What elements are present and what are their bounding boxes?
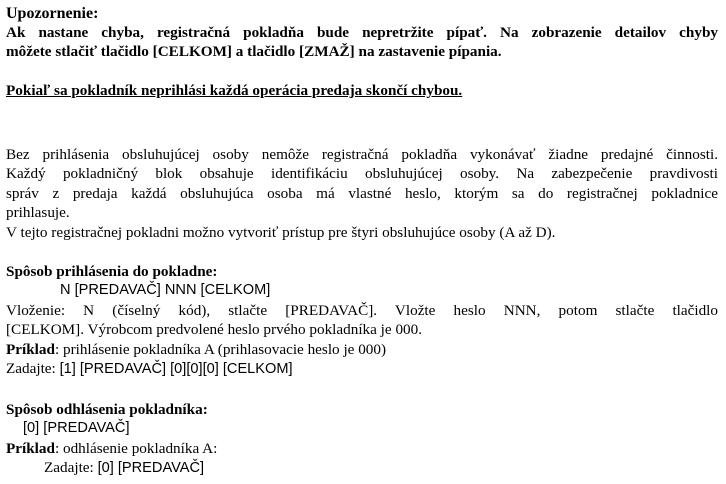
login-syntax: N [PREDAVAČ] NNN [CELKOM] bbox=[60, 282, 271, 298]
intro-line-1: Bez prihlásenia obsluhujúcej osoby nemôže registračná pokladňa vykonávať žiadne predajné činnosti. bbox=[6, 146, 718, 163]
intro-line-3: správ z predaja každá obsluhujúca osoba má vlastné heslo, ktorým sa do registračnej pokladnice bbox=[6, 185, 718, 202]
login-input-line-1 bbox=[6, 301, 718, 320]
warning-text-line-2: môžete stlačiť tlačidlo [CELKOM] a tlačidlo [ZMAŽ] na zastavenie pípania. bbox=[6, 43, 502, 60]
warning-note: Pokiaľ sa pokladník neprihlási každá operácia predaja skončí chybou. bbox=[6, 82, 463, 99]
logout-example-label: Príklad bbox=[6, 440, 55, 457]
login-heading: Spôsob prihlásenia do pokladne: bbox=[6, 263, 218, 280]
logout-enter-keys: [0] [PREDAVAČ] bbox=[97, 460, 205, 476]
login-example bbox=[6, 340, 386, 359]
intro-line-2: Každý pokladničný blok obsahuje identifikáciu obsluhujúcej osoby. Na zabezpečenie pravdivosti bbox=[6, 165, 718, 182]
logout-syntax: [0] [PREDAVAČ] bbox=[23, 420, 130, 436]
warning-title: Upozornenie: bbox=[6, 5, 99, 22]
login-example-text: : prihlásenie pokladníka A (prihlasovacie heslo je 000) bbox=[54, 341, 387, 358]
warning-text-line-1: Ak nastane chyba, registračná pokladňa bude nepretržite pípať. Na zobrazenie detailov chyby bbox=[6, 24, 718, 41]
login-input-label: Vloženie bbox=[6, 302, 61, 319]
login-enter-keys: [1] [PREDAVAČ] [0][0][0] [CELKOM] bbox=[59, 361, 293, 377]
login-example-label: Príklad bbox=[6, 341, 55, 358]
login-input-line-2: [CELKOM]. Výrobcom predvolené heslo prvého pokladníka je 000. bbox=[6, 321, 423, 338]
logout-enter bbox=[44, 458, 204, 478]
intro-line-5: V tejto registračnej pokladni možno vytvoriť prístup pre štyri obsluhujúce osoby (A až D). bbox=[6, 224, 556, 241]
login-input-text: : N (číselný kód), stlačte [PREDAVAČ]. Vložte heslo NNN, potom stlačte tlačidlo bbox=[60, 302, 718, 319]
logout-example bbox=[6, 439, 217, 458]
intro-line-4: prihlasuje. bbox=[6, 204, 70, 221]
login-enter-label: Zadajte: bbox=[6, 360, 60, 377]
logout-heading: Spôsob odhlásenia pokladníka: bbox=[6, 401, 208, 418]
logout-enter-label: Zadajte: bbox=[44, 459, 98, 476]
login-enter bbox=[6, 359, 293, 379]
logout-example-text: : odhlásenie pokladníka A: bbox=[54, 440, 218, 457]
